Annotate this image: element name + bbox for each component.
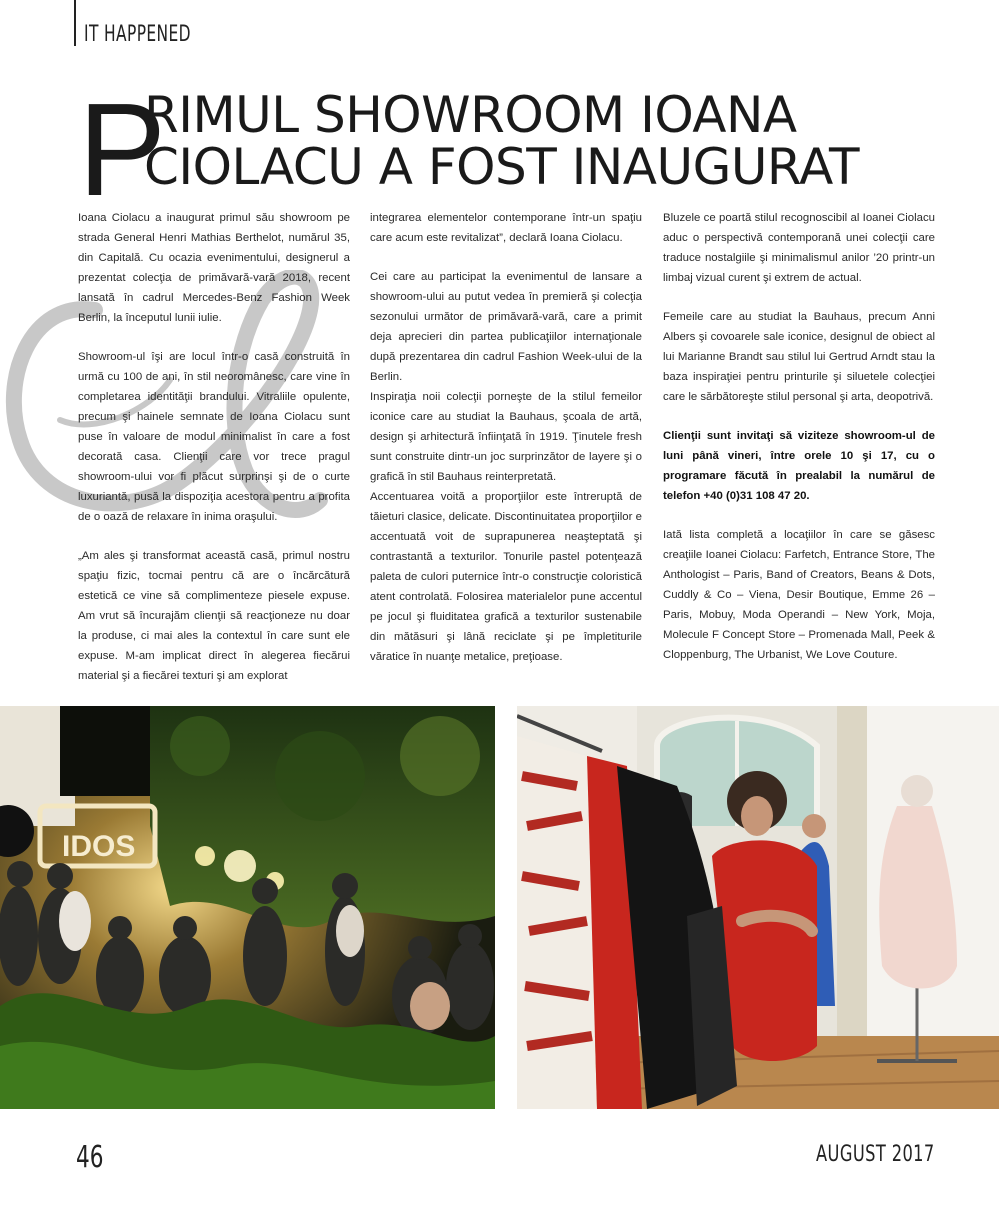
- headline-dropcap: P: [78, 76, 167, 223]
- paragraph: integrarea elementelor contemporane într-un spaţiu care acum este revitalizat”, declară Ioana Ciolacu.: [370, 212, 642, 244]
- paragraph: Cei care au participat la evenimentul de lansare a showroom-ului au putut vedea în premieră şi colecţia sezonului următor de primăvară-vară, care a primit deja aprecieri din partea publicaţiilor internaţionale după prezentarea din cadrul Fashion Week-ului de la Berlin.: [370, 271, 642, 383]
- paragraph: „Am ales şi transformat această casă, primul nostru spaţiu fizic, tocmai pentru că are o încărcătură estetică ce vine să complimenteze piesele expuse. Am vrut să încurajăm clienţii să reacţioneze nu doar la produse, ci mai ales la contextul în care sunt ele expuse. M-am implicat direct în alegerea fiecărui material şi a fiecărei texturi şi am explorat: [78, 550, 350, 682]
- article-column-3: [663, 208, 935, 665]
- section-label: IT HAPPENED: [84, 22, 191, 47]
- article-column-2: [370, 208, 642, 667]
- page-number: 46: [76, 1140, 104, 1175]
- garden-party-photo: [0, 706, 495, 1109]
- paragraph: Showroom-ul îşi are locul într-o casă construită în urmă cu 100 de ani, în stil neoromânesc, care vine în completarea identităţii brandului. Vitraliile opulente, precum şi hainele semnate de Ioana Ciolacu sunt puse în valoare de modul minimalist în care a fost decorată casa. Clienţii care vor trece pragul showroom-ului vor fi plăcut surprinşi şi de o curte luxuriantă, pusă la dispoziţia acestora pentru a profita de o oază de relaxare în inima oraşului.: [78, 351, 350, 523]
- headline-line-2: CIOLACU A FOST INAUGURAT: [144, 138, 860, 196]
- issue-date: AUGUST 2017: [816, 1142, 935, 1167]
- paragraph: Femeile care au studiat la Bauhaus, precum Anni Albers şi covoarele sale iconice, designul de obiect al lui Marianne Brandt sau stilul lui Gertrud Arndt stau la baza inspiraţiei pentru printurile şi siluetele colecţiei care le sărbătoreşte stilul personal şi arta, deopotrivă.: [663, 311, 935, 403]
- paragraph: Accentuarea voită a proporţiilor este întreruptă de tăieturi clasice, delicate. Discontinuitatea proporţiilor e accentuată voit de suprapunerea neaşteptată şi contrastantă a texturilor. Tonurile pastel potenţează paleta de culori puternice într-o construcţie coloristică atent controlată. Folosirea materialelor pune accentul pe jocul şi fluiditatea grafică a texturilor sustenabile din mătăsuri şi lână reciclate şi pe împletiturile văratice în nuanţe metalice, preţioase.: [370, 491, 642, 663]
- paragraph: Inspiraţia noii colecţii porneşte de la stilul femeilor iconice care au studiat la Bauhaus, şcoala de artă, design şi arhitectură înfiinţată în 1919. Ţinutele fresh sunt construite dintr-un joc surprinzător de layere şi o grafică în stil Bauhaus reinterpretată.: [370, 391, 642, 483]
- headline-line-1: RIMUL SHOWROOM IOANA: [144, 86, 797, 144]
- article-column-1: [78, 208, 350, 686]
- article-headline: [78, 76, 958, 223]
- paragraph: Ioana Ciolacu a inaugurat primul său showroom pe strada General Henri Mathias Berthelot, numărul 35, din Capitală. Cu ocazia evenimentului, designerul a prezentat colecţia de primăvară-vară 2018, recent lansată în cadrul Mercedes-Benz Fashion Week Berlin, la începutul lunii iulie.: [78, 212, 350, 324]
- paragraph: Iată lista completă a locaţiilor în care se găsesc creaţiile Ioanei Ciolacu: Farfetch, Entrance Store, The Anthologist – Paris, Band of Creators, Beans & Dots, Cuddly & Co – Viena, Desir Boutique, Emme 26 – Paris, Mobuy, Moda Operandi – New York, Moja, Molecule F Concept Store – Promenada Mall, Peek & Cloppenburg, The Urbanist, We Love Couture.: [663, 529, 935, 661]
- contact-paragraph: Clienţii sunt invitaţi să viziteze showroom-ul de luni până vineri, între orele 10 şi 17, cu o programare făcută în prealabil la numărul de telefon +40 (0)31 108 47 20.: [663, 430, 935, 502]
- idos-sign: IDOS: [62, 830, 136, 863]
- showroom-interior-photo: [517, 706, 999, 1109]
- showroom-interior-illustration: [517, 706, 999, 1109]
- paragraph: Bluzele ce poartă stilul recognoscibil al Ioanei Ciolacu aduc o perspectivă contemporană unei colecţii care traduce nostalgiile şi minimalismul anilor ’20 printr-un limbaj vizual curent şi extrem de actual.: [663, 212, 935, 284]
- garden-party-illustration: [0, 706, 495, 1109]
- section-rule: [74, 0, 76, 46]
